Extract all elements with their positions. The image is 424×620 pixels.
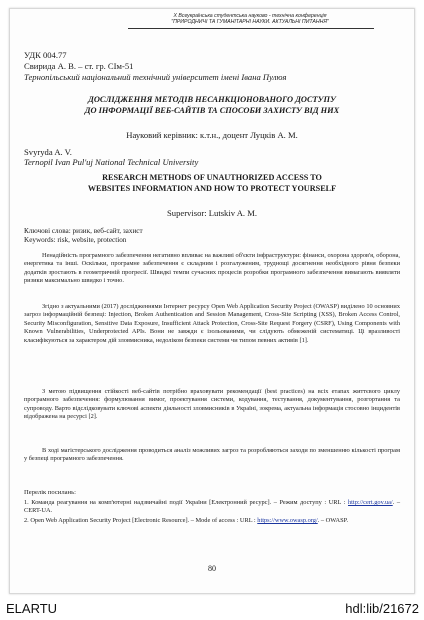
document-page	[9, 8, 415, 594]
reference-1	[24, 499, 400, 516]
title-ua-line1: ДОСЛІДЖЕННЯ МЕТОДІВ НЕСАНКЦІОНОВАНОГО ДОСТУПУ	[88, 95, 336, 104]
paragraph-4: В ході магістерського дослідження проводиться аналіз можливих загроз та розробляються заходи по зменшенню кількості програм у безпеці програмного забезпечення.	[24, 447, 400, 463]
repository-footer	[0, 598, 424, 620]
keywords-ua: Ключові слова: ризик, веб-сайт, захист	[24, 227, 143, 235]
reference-1-suffix: . – CERT-UA.	[24, 499, 401, 515]
author-en: Svyryda A. V.	[24, 147, 72, 157]
reference-1-link[interactable]: http://cert.gov.ua/	[348, 499, 393, 506]
conference-header-line2: "ПРИРОДНИЧІ ТА ГУМАНІТАРНІ НАУКИ. АКТУАЛЬНІ ПИТАННЯ"	[171, 19, 329, 26]
supervisor-en: Supervisor: Lutskiv A. M.	[167, 208, 257, 218]
affiliation-en: Ternopil Ivan Pul'uj National Technical University	[24, 157, 199, 167]
keywords-en: Keywords: risk, website, protection	[24, 236, 127, 244]
footer-repository-name: ELARTU	[6, 601, 58, 616]
udc-code: УДК 004.77	[24, 50, 67, 60]
title-ua	[24, 95, 400, 116]
reference-2-link[interactable]: https://www.owasp.org/	[257, 517, 318, 524]
header-divider	[128, 28, 374, 29]
footer-handle: hdl:lib/21672	[345, 601, 419, 616]
page-number: 80	[208, 564, 216, 573]
title-en-line1: RESEARCH METHODS OF UNAUTHORIZED ACCESS TO	[102, 173, 322, 182]
conference-header	[130, 13, 370, 26]
conference-header-line1: X Всеукраїнська студентська науково - технічна конференція	[173, 13, 327, 19]
paragraph-3: З метою підвищення стійкості веб-сайтів потрібно враховувати рекомендації (best practices) на всіх етапах життєвого циклу програмного забезпечення: формулювання вимог, проектування системи, кодування, тестування, документування, розгортання та супроводу. Варто відслідковувати ключові аспекти діяльності зловмисників в Україні, зокрема, актуальна інформація стосовно інцидентів відображена на ресурсі [2].	[24, 388, 400, 421]
paragraph-2: Згідно з актуальними (2017) дослідженнями Інтернет ресурсу Open Web Application Security Project (OWASP) виділено 10 основних загроз інформаційній безпеці: Injection, Broken Authentication and Session Management, Cross-Site Scripting (XSS), Broken Access Control, Security Misconfiguration, Sensitive Data Exposure, Insufficient Attack Protection, Cross-Site Request Forgery (CSRF), Using Components with Known Vulnerabilities, Underprotected APIs. Вони не завжди є ізольованими, чи слідують обмеженій систематиці. Ці вразливості класифікуються за характером дій зловмисника, недоліком безпеки системи чи типом певних активів [1].	[24, 303, 400, 344]
author-ua: Свирида А. В. – ст. гр. СІм-51	[24, 61, 134, 71]
reference-2-suffix: . – OWASP.	[317, 517, 349, 524]
reference-2	[24, 517, 400, 525]
paragraph-1: Ненадійність програмного забезпечення негативно впливає на важливі об'єкти інфраструктури: фінанси, охорона здоров'я, оборона, енергетика та інші. Оскільки, програмне забезпечення є складним і розгалуженим, труднощі досягнення необхідного рівня безпеки додатків зростають в геометричній прогресії. Швидкі темпи сучасних процесів розробки програмного забезпечення вимагають виявляти ризики максимально швидко і точно.	[24, 252, 400, 285]
affiliation-ua: Тернопільський національний технічний університет імені Івана Пулюя	[24, 72, 287, 82]
reference-1-text: 1. Команда реагування на комп'ютерні надзвичайні події України [Електронний ресурс]. – Режим доступу : URL :	[24, 499, 348, 506]
title-en	[24, 173, 400, 194]
supervisor-ua: Науковий керівник: к.т.н., доцент Луцків А. М.	[126, 130, 298, 140]
references-title: Перелік посилань:	[24, 489, 76, 496]
title-ua-line2: ДО ІНФОРМАЦІЇ ВЕБ-САЙТІВ ТА СПОСОБИ ЗАХИСТУ ВІД НИХ	[84, 105, 340, 115]
reference-2-text: 2. Open Web Application Security Project [Electronic Resource]. – Mode of access : URL :	[24, 517, 258, 524]
title-en-line2: WEBSITES INFORMATION AND HOW TO PROTECT YOURSELF	[87, 183, 337, 193]
